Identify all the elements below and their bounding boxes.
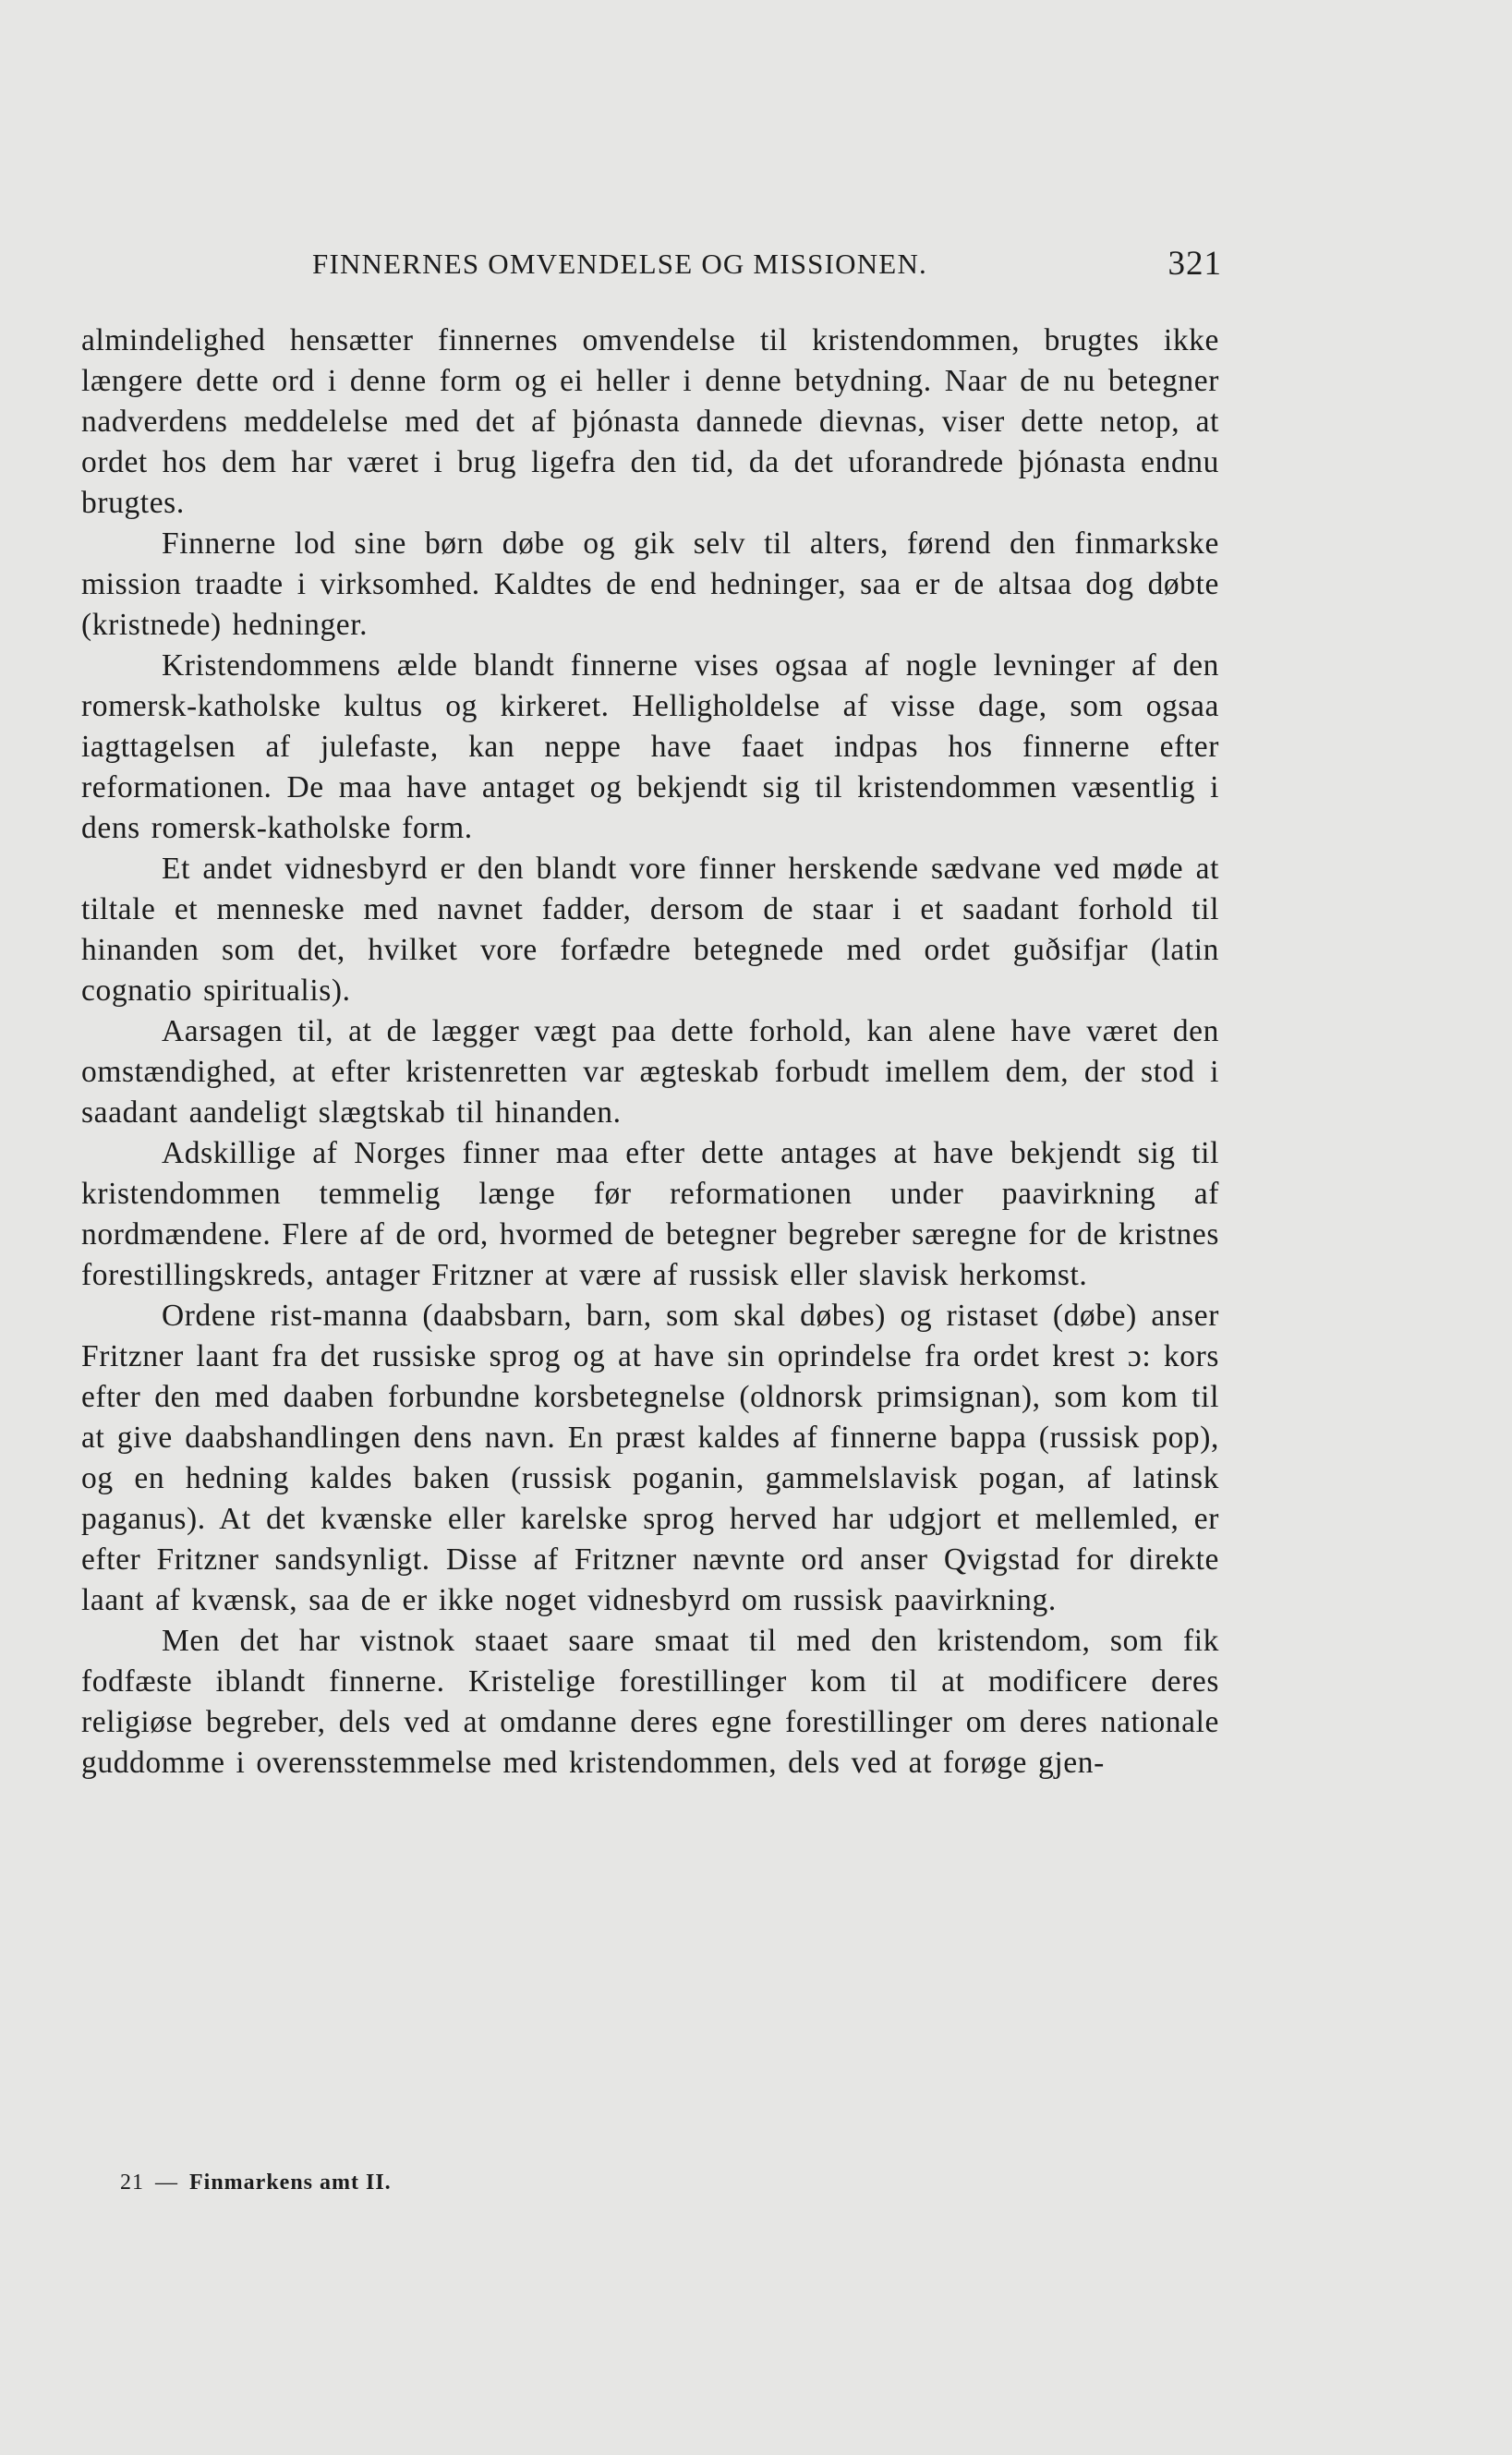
paragraph-7: Ordene rist-manna (daabsbarn, barn, som skal døbes) og ristaset (døbe) anser Fritzner laant fra det russiske sprog og at have sin oprindelse fra ordet krest ɔ: kors efter den med daaben forbundne korsbetegnelse (oldnorsk primsignan), som kom til at give daabshandlingen dens navn. En præst kaldes af finnerne bappa (russisk pop), og en hedning kaldes baken (russisk poganin, gammelslavisk pogan, af latinsk paganus). At det kvænske eller karelske sprog herved har udgjort et mellemled, er efter Fritzner sandsynligt. Disse af Fritzner nævnte ord anser Qvigstad for direkte laant af kvænsk, saa de er ikke noget vidnesbyrd om russisk paavirkning. [81,1299,1219,1617]
paragraph-2: Finnerne lod sine børn døbe og gik selv til alters, førend den finmarkske mission traadte i virksomhed. Kaldtes de end hedninger, saa er de altsaa dog døbte (kristnede) hedninger. [81,526,1219,642]
paragraph-3: Kristendommens ælde blandt finnerne vises ogsaa af nogle levninger af den romersk-katholske kultus og kirkeret. Helligholdelse af visse dage, som ogsaa iagttagelsen af julefaste, kan neppe have faaet indpas hos finnerne efter reformationen. De maa have antaget og bekjendt sig til kristendommen væsentlig i dens romersk-katholske form. [81,648,1219,845]
paragraph-1: almindelighed hensætter finnernes omvendelse til kristendommen, brugtes ikke længere dette ord i denne form og ei heller i denne betydning. Naar de nu betegner nadverdens meddelelse med det af þjónasta dannede dievnas, viser dette netop, at ordet hos dem har været i brug ligefra den tid, da det uforandrede þjónasta endnu brugtes. [81,323,1219,520]
running-head [312,245,1222,288]
paragraph-6: Adskillige af Norges finner maa efter dette antages at have bekjendt sig til kristendommen temmelig længe før reformationen under paavirkning af nordmændene. Flere af de ord, hvormed de betegner begreber særegne for de kristnes forestillingskreds, antager Fritzner at være af russisk eller slavisk herkomst. [81,1136,1219,1292]
footer-signature-line [120,2171,392,2195]
footer-title: Finmarkens amt II. [189,2171,392,2195]
footer-dash: — [155,2171,178,2195]
paragraph-4: Et andet vidnesbyrd er den blandt vore finner herskende sædvane ved møde at tiltale et menneske med navnet fadder, dersom de staar i et saadant forhold til hinanden som det, hvilket vore forfædre betegnede med ordet guðsifjar (latin cognatio spiritualis). [81,852,1219,1008]
paragraph-5: Aarsagen til, at de lægger vægt paa dette forhold, kan alene have været den omstændighed, at efter kristenretten var ægteskab forbudt imellem dem, der stod i saadant aandeligt slægtskab til hinanden. [81,1014,1219,1130]
page-number: 321 [1167,245,1222,283]
paragraph-8: Men det har vistnok staaet saare smaat til med den kristendom, som fik fodfæste iblandt finnerne. Kristelige forestillinger kom til at modificere deres religiøse begreber, dels ved at omdanne deres egne forestillinger om deres nationale guddomme i overensstemmelse med kristendommen, dels ved at forøge gjen- [81,1624,1219,1780]
body-text [81,320,1219,1784]
running-title: FINNERNES OMVENDELSE OG MISSIONEN. [312,248,927,280]
footer-signature-number: 21 [120,2171,144,2195]
